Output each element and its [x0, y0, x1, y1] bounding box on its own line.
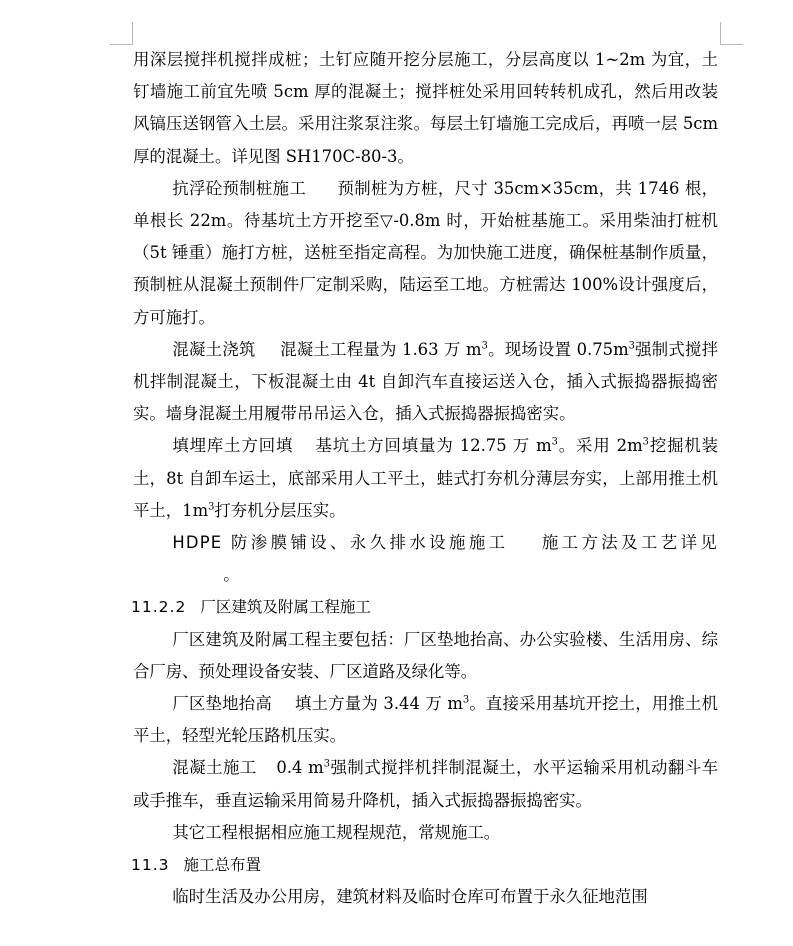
paragraph-text: 基坑土方回填量为 12.75 万 m: [314, 436, 552, 456]
superscript: 3: [323, 759, 330, 770]
paragraph-text: 强制式搅拌机拌制混凝土，水平运输采用机动翻斗车或手推车，垂直运输采用简易升降机，插入式振捣器振捣密实。: [133, 758, 719, 810]
superscript: 3: [481, 340, 488, 352]
section-title: 施工总布置: [183, 856, 262, 875]
paragraph-soil-nail: [133, 44, 718, 173]
paragraph-text: 。现场设置 0.75m: [487, 339, 629, 359]
paragraph-plant-buildings: [133, 624, 718, 688]
paragraph-text: 厂区建筑及附属工程主要包括：厂区垫地抬高、办公实验楼、生活用房、综合厂房、预处理设备安装、厂区道路及绿化等。: [133, 629, 718, 681]
superscript: 3: [462, 694, 470, 706]
crop-mark-top-left: [110, 22, 133, 45]
crop-mark-top-right: [720, 22, 743, 45]
paragraph-text: 混凝土工程量为 1.63 万 m: [280, 339, 482, 359]
paragraph-ground-raising: [133, 688, 718, 752]
paragraph-text: 。: [223, 565, 241, 585]
superscript: 3: [208, 501, 215, 513]
paragraph-concrete-construction: [133, 752, 718, 816]
section-number: 11.3: [131, 856, 170, 875]
paragraph-text: 。直接采用基坑开挖土，用推土机平土，轻型光轮压路机压实。: [133, 694, 719, 746]
paragraph-concrete-pouring: [133, 334, 718, 431]
paragraph-title: 填埋库土方回填: [172, 436, 294, 456]
superscript: 3: [628, 340, 635, 352]
section-heading-11-3: [131, 849, 718, 881]
paragraph-backfill: [133, 430, 718, 527]
superscript: 3: [551, 436, 558, 448]
paragraph-text: 打夯机分层压实。: [214, 500, 346, 520]
document-body: [133, 44, 718, 913]
paragraph-title: 混凝土浇筑: [172, 339, 256, 359]
paragraph-precast-pile: [133, 173, 718, 334]
paragraph-title: 混凝土施工: [172, 758, 257, 778]
paragraph-text: 其它工程根据相应施工规程规范，常规施工。: [172, 822, 501, 842]
paragraph-hdpe: [133, 527, 718, 591]
paragraph-text: 用深层搅拌机搅拌成桩；土钉应随开挖分层施工，分层高度以 1~2m 为宜，土钉墙施工前宜先喷 5cm 厚的混凝土；搅拌桩处采用回转转机成孔，然后用改装风镐压送钢管入土层。采用注浆泵注浆。每层土钉墙施工完成后，再喷一层 5cm 厚的混凝土。详见图 SH170C-80-3。: [133, 50, 718, 166]
paragraph-text: 强制式搅拌机拌制混凝土，下板混凝土由 4t 自卸汽车直接运送入仓，插入式振捣器振捣密实。墙身混凝土用履带吊吊运入仓，插入式振捣器振捣密实。: [133, 339, 718, 424]
paragraph-text: 挖掘机装土，8t 自卸车运土，底部采用人工平土，蛙式打夯机分薄层夯实，上部用推土机平土，1m: [133, 436, 719, 520]
section-number: 11.2.2: [131, 598, 187, 617]
paragraph-other-works: [133, 817, 718, 849]
paragraph-text: 。采用 2m: [557, 436, 643, 456]
paragraph-temporary-housing: [133, 881, 718, 913]
paragraph-text: 填土方量为 3.44 万 m: [294, 694, 463, 714]
paragraph-text: 0.4 m: [276, 758, 324, 778]
paragraph-text: 临时生活及办公用房，建筑材料及临时仓库可布置于永久征地范围: [172, 887, 648, 907]
paragraph-text: 施工方法及工艺详见: [539, 533, 718, 553]
section-heading-11-2-2: [131, 591, 718, 623]
paragraph-title: 厂区垫地抬高: [172, 694, 272, 714]
paragraph-text: 预制桩为方桩，尺寸 35cm×35cm，共 1746 根，单根长 22m。待基坑土方开挖至▽-0.8m 时，开始桩基施工。采用柴油打桩机（5t 锤重）施打方桩，送桩至指定高程。为加快施工进度，确保桩基制作质量，预制桩从混凝土预制件厂定制采购，陆运至工地。方桩需达 100%设计强度后，方可施打。: [133, 178, 719, 327]
superscript: 3: [642, 436, 649, 448]
paragraph-title: HDPE 防渗膜铺设、永久排水设施施工: [172, 533, 509, 553]
section-title: 厂区建筑及附属工程施工: [200, 598, 371, 617]
paragraph-title: 抗浮砼预制桩施工: [172, 178, 307, 198]
